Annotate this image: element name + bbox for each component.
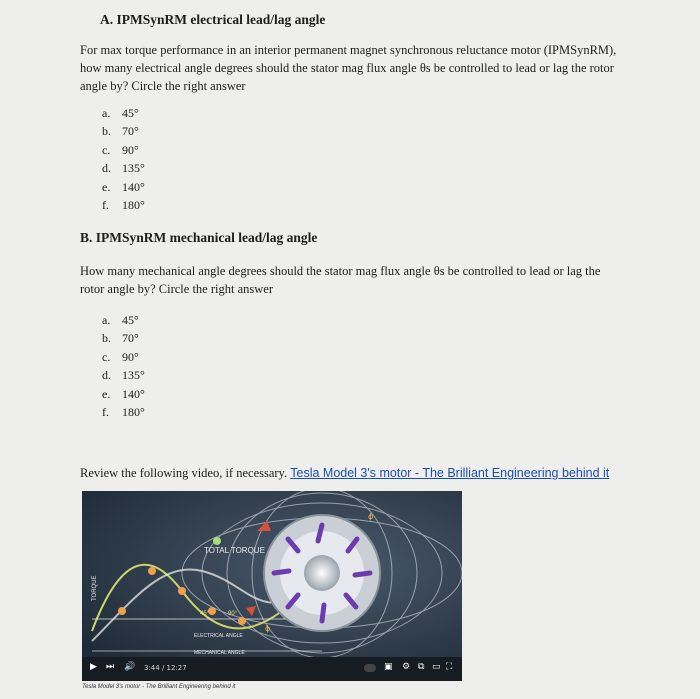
overlay-electrical-angle: ELECTRICAL ANGLE	[194, 633, 243, 639]
option-d[interactable]: d. 135°	[102, 161, 145, 176]
play-icon[interactable]: ▶	[90, 662, 97, 672]
fullscreen-icon[interactable]: ⛶	[446, 662, 453, 672]
section-a-options	[102, 104, 145, 214]
question-line: angle by? Circle the right answer	[80, 79, 246, 93]
overlay-total-torque: TOTAL TORQUE	[204, 546, 265, 555]
section-a-heading: A. IPMSynRM electrical lead/lag angle	[100, 12, 326, 27]
video-link[interactable]: Tesla Model 3's motor - The Brilliant Engineering behind it	[290, 466, 610, 480]
section-b-heading: B. IPMSynRM mechanical lead/lag angle	[80, 230, 318, 245]
section-a-question	[80, 41, 616, 95]
option-a[interactable]: a. 45°	[102, 313, 139, 327]
option-e[interactable]: e. 140°	[102, 179, 145, 194]
overlay-mechanical-angle: MECHANICAL ANGLE	[194, 650, 245, 656]
review-text: Review the following video, if necessary.	[80, 466, 288, 480]
svg-text:ϕ: ϕ	[368, 512, 374, 521]
volume-icon[interactable]: 🔊	[124, 662, 136, 672]
option-f[interactable]: f. 180°	[102, 198, 145, 213]
option-d[interactable]: d. 135°	[102, 368, 145, 383]
overlay-torque: TORQUE	[92, 575, 98, 601]
option-b[interactable]: b. 70°	[102, 331, 139, 346]
question-line: how many electrical angle degrees should the stator mag flux angle θs be controlled to lead or lag the rotor	[80, 61, 614, 75]
video-frame	[82, 491, 462, 657]
section-b-options	[102, 311, 145, 421]
question-line: How many mechanical angle degrees should the stator mag flux angle θs be controlled to lead or lag the	[80, 264, 601, 278]
video-time: 3:44 / 12:27	[144, 664, 187, 672]
overlay-angle-right: 90°	[228, 611, 238, 617]
review-line	[80, 466, 609, 481]
theater-icon[interactable]: ▭	[432, 662, 441, 672]
svg-text:ϕ: ϕ	[265, 624, 271, 633]
video-controls	[82, 657, 462, 681]
autoplay-toggle[interactable]	[364, 664, 376, 672]
video-player[interactable]	[82, 491, 462, 681]
video-caption: Tesla Model 3's motor - The Brilliant Engineering behind it	[82, 684, 236, 690]
overlay-angle-left: 45°	[200, 611, 210, 617]
miniplayer-icon[interactable]: ⧉	[418, 662, 425, 672]
question-line: rotor angle by? Circle the right answer	[80, 282, 273, 296]
settings-icon[interactable]: ⚙	[402, 662, 411, 672]
option-e[interactable]: e. 140°	[102, 386, 145, 401]
subtitles-icon[interactable]: ▣	[384, 662, 393, 672]
option-c[interactable]: c. 90°	[102, 142, 139, 157]
option-c[interactable]: c. 90°	[102, 349, 139, 364]
option-b[interactable]: b. 70°	[102, 124, 139, 139]
next-icon[interactable]: ⏭	[106, 662, 115, 672]
option-f[interactable]: f. 180°	[102, 405, 145, 420]
question-line: For max torque performance in an interior permanent magnet synchronous reluctance motor (IPMSynRM),	[80, 43, 617, 57]
section-b-question	[80, 262, 600, 298]
option-a[interactable]: a. 45°	[102, 106, 139, 120]
